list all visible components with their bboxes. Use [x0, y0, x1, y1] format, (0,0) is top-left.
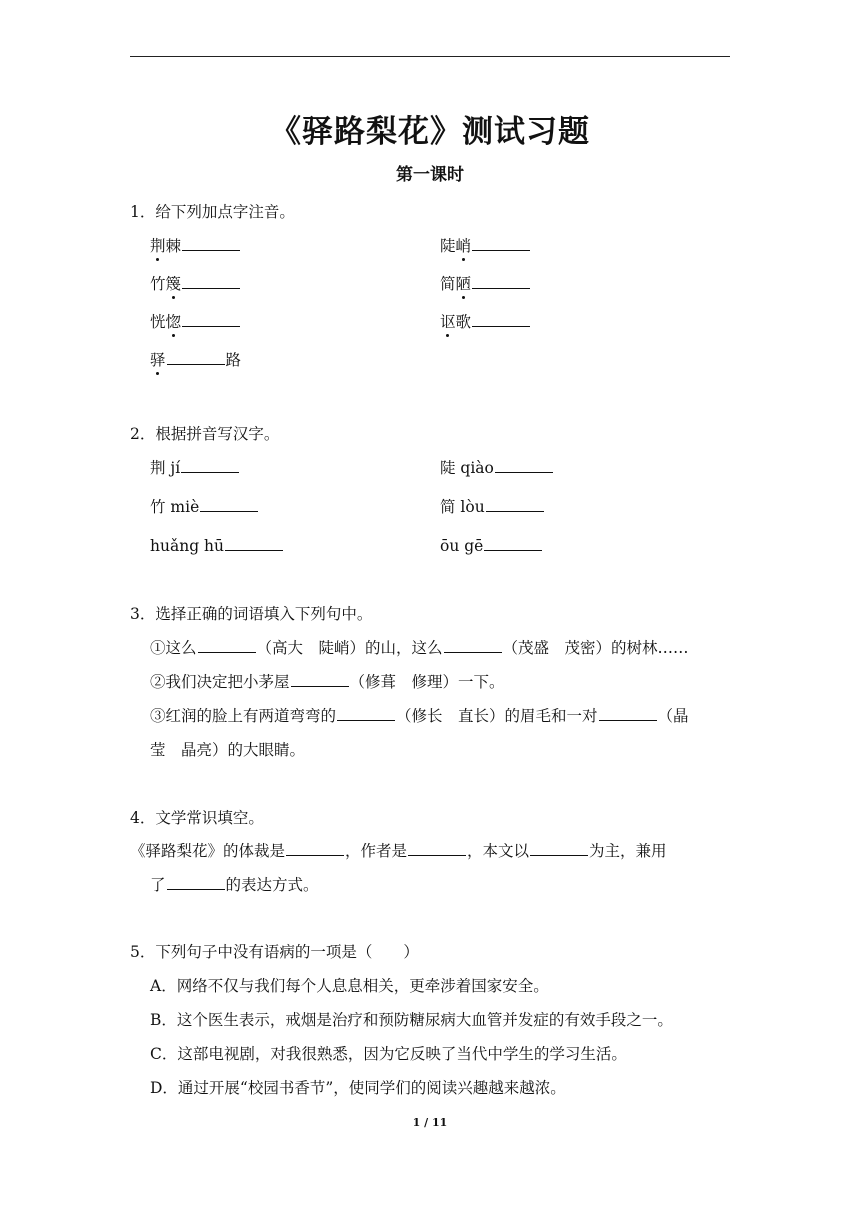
answer-blank[interactable] [167, 875, 225, 890]
question-1-prompt: 1．给下列加点字注音。 [130, 203, 295, 221]
q3-sentence-2: ②我们决定把小茅屋 （修葺 修理）一下。 [150, 673, 505, 691]
q2-item-4: 简 lòu [440, 497, 545, 517]
q3-sentence-3-cont: 莹 晶亮）的大眼睛。 [150, 741, 306, 759]
question-5-prompt: 5．下列句子中没有语病的一项是（ ） [130, 943, 419, 961]
answer-blank[interactable] [472, 274, 530, 289]
answer-blank[interactable] [472, 236, 530, 251]
answer-blank[interactable] [291, 672, 349, 687]
dotted-char: 荆 [150, 237, 166, 255]
q2-item-5: huǎng hū [150, 536, 284, 556]
answer-blank[interactable] [198, 638, 256, 653]
answer-blank[interactable] [495, 458, 553, 473]
q1-item-3: 竹篾 [150, 274, 241, 294]
q2-item-6: ōu gē [440, 536, 543, 556]
dotted-char: 篾 [165, 275, 182, 293]
answer-blank[interactable] [225, 536, 283, 551]
answer-blank[interactable] [472, 312, 530, 327]
question-3-prompt: 3．选择正确的词语填入下列句中。 [130, 605, 373, 623]
answer-blank[interactable] [599, 706, 657, 721]
q5-option-a[interactable]: A．网络不仅与我们每个人息息相关，更牵涉着国家安全。 [150, 977, 549, 995]
q3-sentence-1: ①这么 （高大 陡峭）的山，这么 （茂盛 茂密）的树林…… [150, 639, 689, 657]
header-rule [130, 56, 730, 57]
answer-blank[interactable] [182, 274, 240, 289]
page-number: 1 / 11 [412, 1116, 448, 1129]
q5-option-d[interactable]: D．通过开展“校园书香节”，使同学们的阅读兴趣越来越浓。 [150, 1079, 566, 1097]
answer-blank[interactable] [181, 458, 239, 473]
answer-blank[interactable] [484, 536, 542, 551]
dotted-char: 惚 [165, 313, 182, 331]
answer-blank[interactable] [337, 706, 395, 721]
dotted-char: 讴 [440, 313, 456, 331]
page-subtitle: 第一课时 [396, 165, 464, 185]
q1-item-4: 简陋 [440, 274, 531, 294]
page-title: 《驿路梨花》测试习题 [270, 114, 590, 150]
dotted-char: 驿 [150, 351, 166, 369]
answer-blank[interactable] [486, 497, 544, 512]
answer-blank[interactable] [182, 236, 240, 251]
answer-blank[interactable] [200, 497, 258, 512]
q1-item-6: 讴歌 [440, 312, 531, 332]
q1-item-2: 陡峭 [440, 236, 531, 256]
q1-item-1: 荆棘 [150, 236, 241, 256]
answer-blank[interactable] [167, 350, 225, 365]
q5-option-c[interactable]: C．这部电视剧，对我很熟悉，因为它反映了当代中学生的学习生活。 [150, 1045, 627, 1063]
q3-sentence-3: ③红润的脸上有两道弯弯的 （修长 直长）的眉毛和一对 （晶 [150, 707, 689, 725]
q4-line-1: 《驿路梨花》的体裁是 ，作者是 ，本文以 为主，兼用 [130, 842, 667, 860]
question-4-prompt: 4．文学常识填空。 [130, 809, 264, 827]
q2-item-3: 竹 miè [150, 497, 259, 517]
answer-blank[interactable] [408, 841, 466, 856]
q5-option-b[interactable]: B．这个医生表示，戒烟是治疗和预防糖尿病大血管并发症的有效手段之一。 [150, 1011, 673, 1029]
dotted-char: 陋 [455, 275, 472, 293]
dotted-char: 峭 [455, 237, 472, 255]
answer-blank[interactable] [444, 638, 502, 653]
q4-line-2: 了 的表达方式。 [150, 876, 319, 894]
q2-item-1: 荆 jí [150, 458, 240, 478]
q1-item-7: 驿 路 [150, 351, 242, 369]
q1-item-5: 恍惚 [150, 312, 241, 332]
answer-blank[interactable] [182, 312, 240, 327]
question-2-prompt: 2．根据拼音写汉字。 [130, 425, 280, 443]
answer-blank[interactable] [530, 841, 588, 856]
q2-item-2: 陡 qiào [440, 458, 554, 478]
answer-blank[interactable] [286, 841, 344, 856]
